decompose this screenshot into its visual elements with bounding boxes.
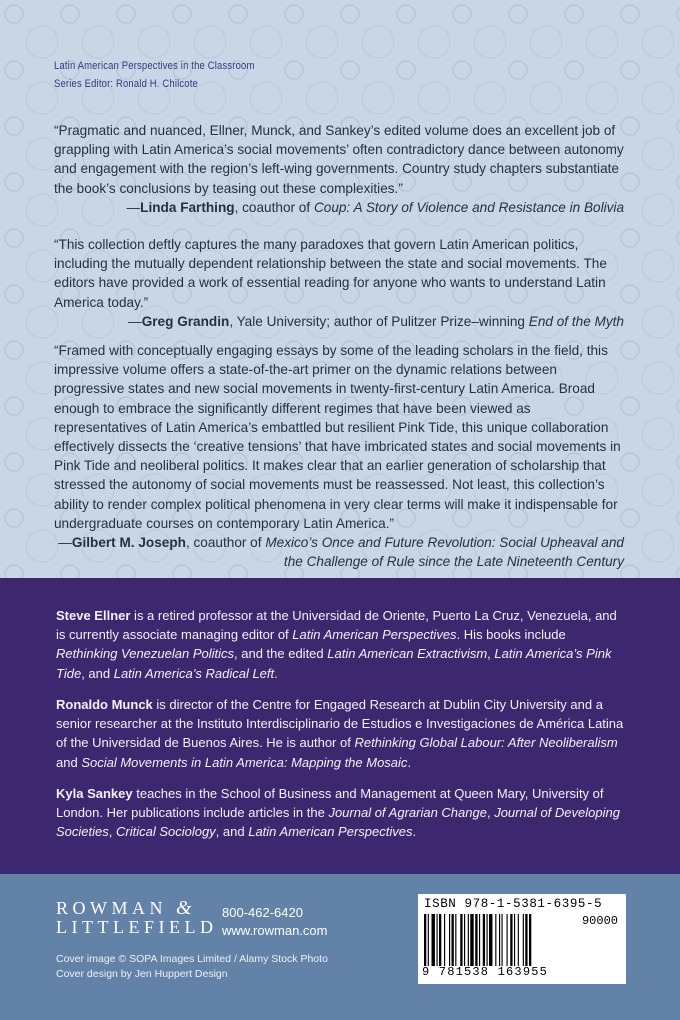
blurb-grandin	[54, 235, 624, 331]
blurb-author: Gilbert M. Joseph	[71, 535, 186, 551]
publisher-phone: 800-462-6420	[222, 905, 303, 920]
blurb-work: Coup: A Story of Violence and Resistance in Bolivia	[313, 199, 624, 215]
blurb-work: Mexico’s Once and Future Revolution: Social Upheaval and the Challenge of Rule since the Late Nineteenth Century	[265, 535, 624, 570]
publisher-logo: ROWMAN & LITTLEFIELD	[56, 897, 218, 937]
barcode-number: 9 781538 163955	[422, 965, 549, 979]
bio-sankey: Kyla Sankey teaches in the School of Business and Management at Queen Mary, University of London. Her publications include articles in the Journal of Agrarian Change, Journal of Developing Societies, Critical Sociology, and Latin American Perspectives.	[56, 786, 620, 840]
blurb-quote: “Framed with conceptually engaging essays by some of the leading scholars in the field, this impressive volume offers a state-of-the-art primer on the dynamic relations between progressive states and new social movements in twenty-first-century Latin America. Broad enough to embrace the significantly different regimes that have been viewed as representatives of Latin America’s embattled but resilient Pink Tide, this unique collaboration effectively dissects the ‘creative tensions’ that have imbricated states and social movements in Pink Tide and neoliberal politics. It makes clear that an earlier generation of scholarship that stressed the autonomy of social movements must be reassessed. Not least, this collection’s ability to render complex political phenomena in very clear terms will make it indispensable for undergraduate courses on contemporary Latin America.”	[54, 343, 621, 531]
publisher-footer	[0, 874, 680, 1020]
series-editor: Series Editor: Ronald H. Chilcote	[54, 78, 198, 90]
blurb-farthing	[54, 121, 624, 217]
bio-name: Steve Ellner	[56, 608, 131, 623]
blurb-work: End of the Myth	[528, 313, 624, 329]
series-title: Latin American Perspectives in the Classroom	[54, 60, 255, 72]
blurb-quote: “Pragmatic and nuanced, Ellner, Munck, and Sankey’s edited volume does an excellent job of grappling with Latin America’s social movements’ often contradictory dance between autonomy and engagement with the region’s left-wing governments. Country study chapters substantiate the book’s conclusions by teasing out these complexities.”	[54, 123, 624, 196]
isbn-text: ISBN 978-1-5381-6395-5	[424, 897, 603, 911]
blurb-joseph	[54, 341, 624, 571]
blurb-attribution: —Linda Farthing, coauthor of Coup: A Story of Violence and Resistance in Bolivia	[126, 199, 624, 215]
cover-credits	[56, 952, 328, 981]
series-info	[54, 57, 255, 93]
barcode-bars	[424, 914, 562, 966]
blurb-attribution: —Greg Grandin, Yale University; author of Pulitzer Prize–winning End of the Myth	[128, 313, 624, 329]
blurb-attribution: —Gilbert M. Joseph, coauthor of Mexico’s Once and Future Revolution: Social Upheaval and the Challenge of Rule since the Late Nineteenth Century	[58, 535, 624, 570]
blurb-author: Greg Grandin	[141, 313, 230, 329]
publisher-contact	[222, 904, 327, 940]
editors-bio-panel	[0, 578, 680, 874]
bio-munck: Ronaldo Munck is director of the Centre for Engaged Research at Dublin City University and a senior researcher at the Instituto Interdisciplinario de Estudios e Investigaciones de América Latina of the Universidad de Buenos Aires. He is author of Rethinking Global Labour: After Neoliberalism and Social Movements in Latin America: Mapping the Mosaic.	[56, 697, 624, 770]
blurb-quote: “This collection deftly captures the many paradoxes that govern Latin American politics, including the mutually dependent relationship between the state and social movements. The editors have provided a work of essential reading for anyone who wants to understand Latin America today.”	[54, 237, 607, 310]
blurb-author: Linda Farthing	[140, 199, 235, 215]
bio-name: Ronaldo Munck	[56, 697, 153, 712]
publisher-website: www.rowman.com	[222, 923, 328, 938]
bio-ellner: Steve Ellner is a retired professor at the Universidad de Oriente, Puerto La Cruz, Venezuela, and is currently associate managing editor of Latin American Perspectives. His books include Rethinking Venezuelan Politics, and the edited Latin American Extractivism, Latin America’s Pink Tide, and Latin America’s Radical Left.	[56, 608, 617, 681]
isbn-barcode	[418, 894, 626, 984]
bio-name: Kyla Sankey	[56, 786, 133, 801]
price-code: 90000	[581, 914, 618, 928]
cover-design-credit: Cover design by Jen Huppert Design	[56, 967, 228, 980]
cover-image-credit: Cover image © SOPA Images Limited / Alamy Stock Photo	[56, 953, 328, 965]
